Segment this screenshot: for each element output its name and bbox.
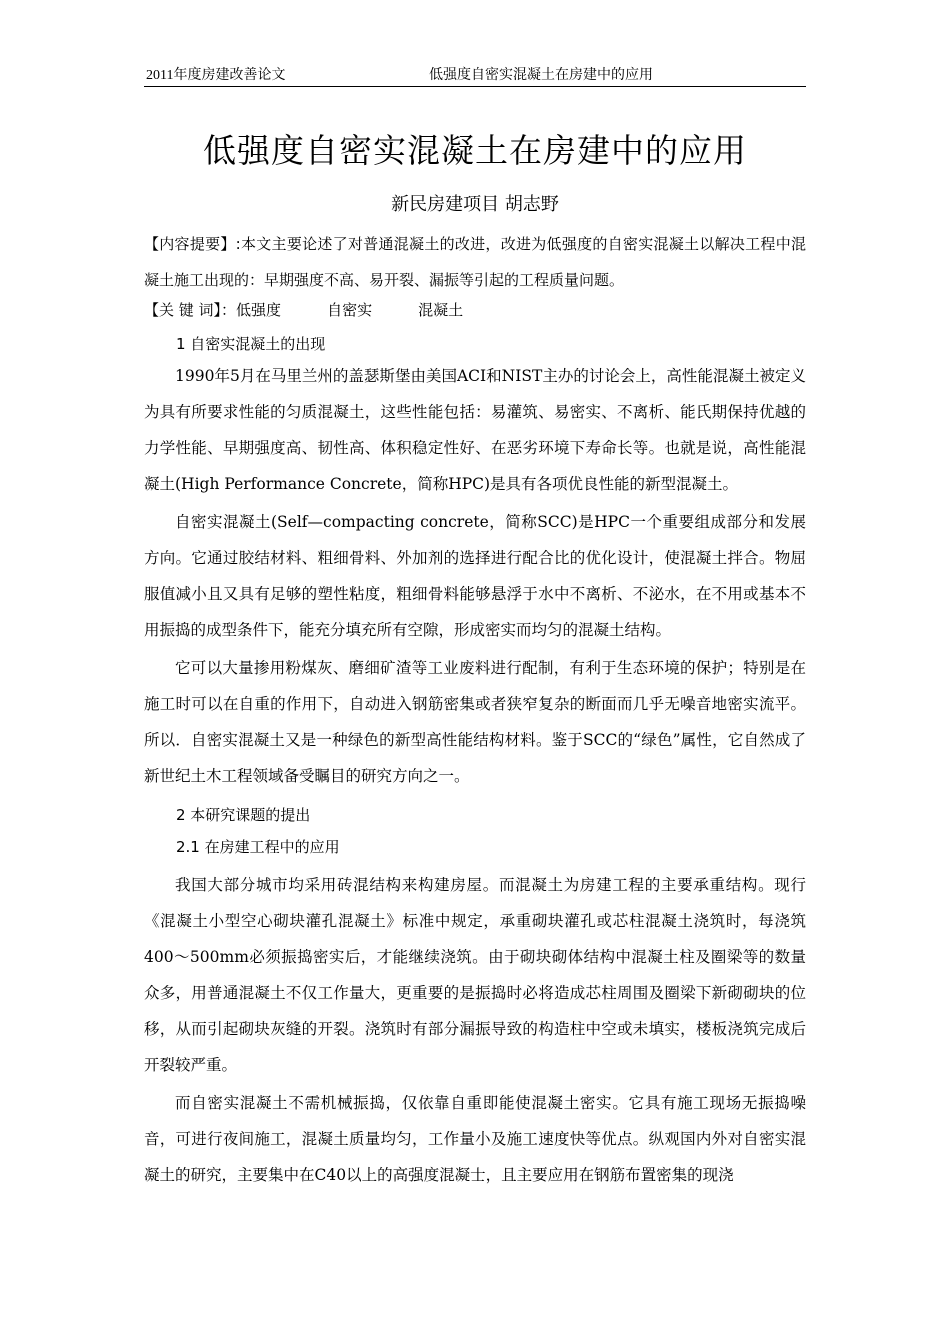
keywords-label: 【关 键 词】： <box>144 301 237 319</box>
header-left-text: 2011年度房建改善论文 <box>146 68 286 83</box>
paragraph <box>144 1085 806 1193</box>
keyword-item: 低强度 <box>236 301 282 319</box>
paragraph <box>144 650 806 794</box>
paragraph <box>144 504 806 648</box>
paragraph-text: 自密实混凝土(Self—compacting concrete，简称SCC)是HPC一个重要组成部分和发展方向。它通过胶结材料、粗细骨料、外加剂的选择进行配合比的优化设计，使混凝土拌合。物屈服值减小且又具有足够的塑性粘度，粗细骨料能够悬浮于水中不离析、不泌水，在不用或基本不用振捣的成型条件下，能充分填充所有空隙，形成密实而均匀的混凝土结构。 <box>144 513 806 639</box>
paragraph <box>144 867 806 1083</box>
paragraph <box>144 358 806 502</box>
author-line: 新民房建项目 胡志野 <box>391 194 559 215</box>
document-title: 低强度自密实混凝土在房建中的应用 <box>203 131 747 170</box>
abstract-text: 本文主要论述了对普通混凝土的改进，改进为低强度的自密实混凝土以解决工程中混凝土施工出现的：早期强度不高、易开裂、漏振等引起的工程质量问题。 <box>144 235 806 289</box>
keyword-item: 自密实 <box>327 301 373 319</box>
paragraph-text: 1990年5月在马里兰州的盖瑟斯堡由美国ACI和NIST主办的讨论会上，高性能混凝土被定义为具有所要求性能的匀质混凝土，这些性能包括：易灌筑、易密实、不离析、能氏期保持优越的力学性能、早期强度高、韧性高、体积稳定性好、在恶劣环境下寿命长等。也就是说，高性能混凝土(High Performance Concrete，简称HPC)是具有各项优良性能的新型混凝土。 <box>144 367 806 493</box>
section-2-1-heading: 2.1 在房建工程中的应用 <box>176 838 340 856</box>
running-header <box>144 64 806 87</box>
keyword-item: 混凝土 <box>418 301 464 319</box>
paragraph-text: 我国大部分城市均采用砖混结构来构建房屋。而混凝土为房建工程的主要承重结构。现行《混凝土小型空心砌块灌孔混凝土》标准中规定，承重砌块灌孔或芯柱混凝土浇筑时，每浇筑400～500mm必须振捣密实后，才能继续浇筑。由于砌块砌体结构中混凝土柱及圈梁等的数量众多，用普通混凝土不仅工作量大，更重要的是振捣时必将造成芯柱周围及圈梁下新砌砌块的位移，从而引起砌块灰缝的开裂。浇筑时有部分漏振导致的构造柱中空或未填实，楼板浇筑完成后开裂较严重。 <box>144 876 806 1074</box>
section-1-heading: 1 自密实混凝土的出现 <box>176 335 326 353</box>
abstract-label: 【内容提要】: <box>144 235 241 253</box>
keywords <box>144 292 806 328</box>
paragraph-text: 它可以大量掺用粉煤灰、磨细矿渣等工业废料进行配制，有利于生态环境的保护；特别是在施工时可以在自重的作用下，自动进入钢筋密集或者狭窄复杂的断面而几乎无噪音地密实流平。所以．自密实混凝土又是一种绿色的新型高性能结构材料。鉴于SCC的“绿色”属性，它自然成了新世纪土木工程领域备受瞩目的研究方向之一。 <box>144 659 806 785</box>
paragraph-text: 而自密实混凝土不需机械振捣，仅依靠自重即能使混凝土密实。它具有施工现场无振捣噪音，可进行夜间施工，混凝土质量均匀，工作量小及施工速度快等优点。纵观国内外对自密实混凝土的研究，主要集中在C40以上的高强度混凝士，且主要应用在钢筋布置密集的现浇 <box>144 1094 806 1184</box>
header-right-text: 低强度自密实混凝土在房建中的应用 <box>429 68 653 83</box>
abstract <box>144 226 806 298</box>
section-2-heading: 2 本研究课题的提出 <box>176 806 311 824</box>
